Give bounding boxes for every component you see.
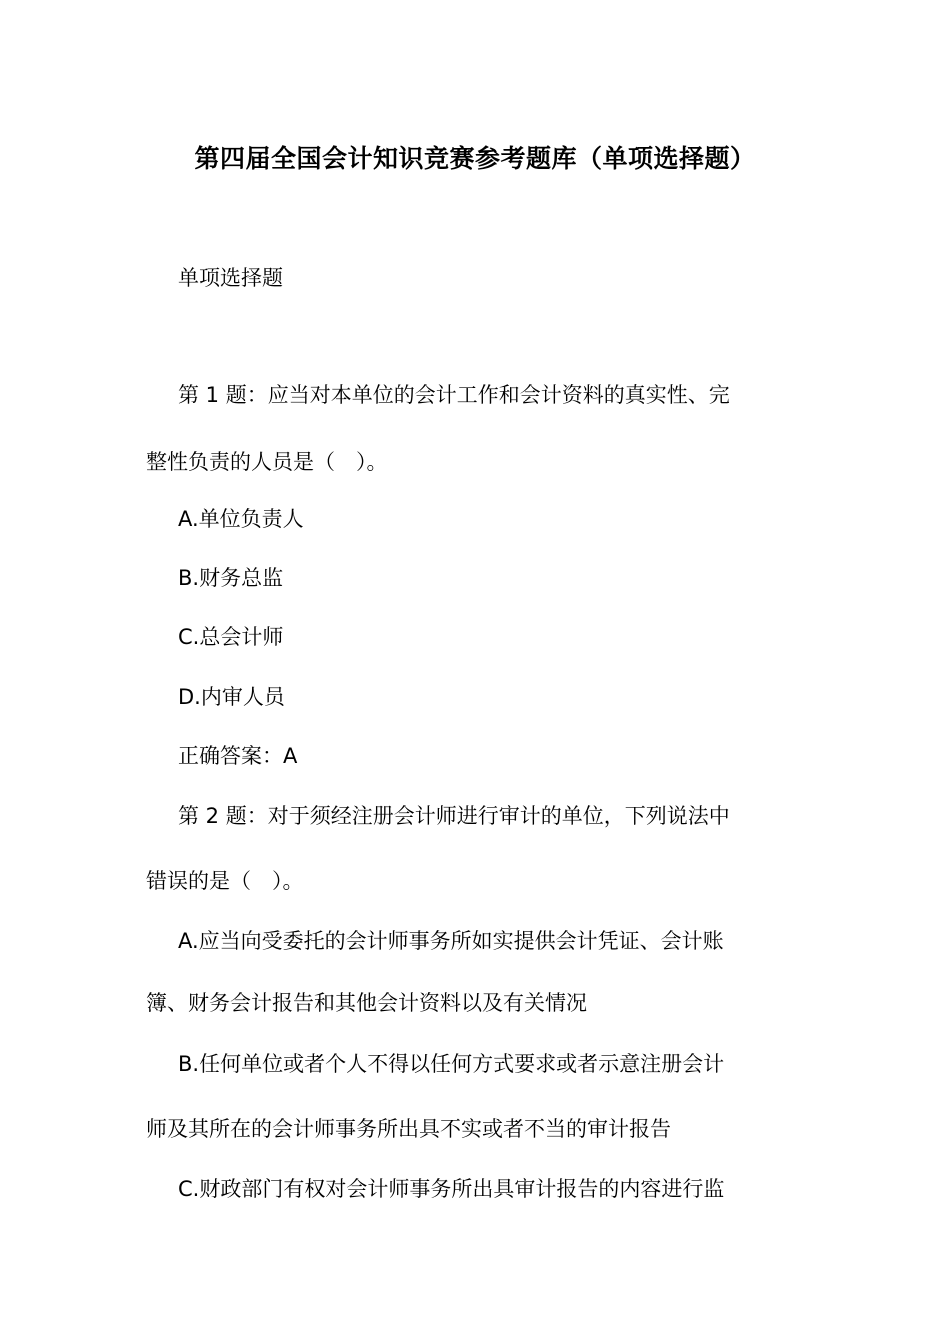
question-1-answer: 正确答案：A bbox=[178, 744, 298, 768]
question-1-option-a: A.单位负责人 bbox=[178, 507, 304, 531]
document-title: 第四届全国会计知识竞赛参考题库（单项选择题） bbox=[194, 144, 756, 173]
question-2-option-c-line-1: C.财政部门有权对会计师事务所出具审计报告的内容进行监 bbox=[178, 1177, 725, 1201]
question-2-option-a-line-2: 簿、财务会计报告和其他会计资料以及有关情况 bbox=[146, 991, 587, 1015]
question-2-option-b-line-2: 师及其所在的会计师事务所出具不实或者不当的审计报告 bbox=[146, 1117, 671, 1141]
question-2-option-b-line-1: B.任何单位或者个人不得以任何方式要求或者示意注册会计 bbox=[178, 1052, 725, 1076]
question-1-option-b: B.财务总监 bbox=[178, 566, 284, 590]
question-1-text-line-2: 整性负责的人员是（ ）。 bbox=[146, 450, 388, 474]
question-1-option-d: D.内审人员 bbox=[178, 685, 285, 709]
question-2-text-line-1: 第 2 题：对于须经注册会计师进行审计的单位，下列说法中 bbox=[178, 804, 730, 828]
question-1-option-c: C.总会计师 bbox=[178, 625, 284, 649]
question-1-text-line-1: 第 1 题：应当对本单位的会计工作和会计资料的真实性、完 bbox=[178, 383, 730, 407]
section-heading: 单项选择题 bbox=[178, 266, 283, 290]
question-2-text-line-2: 错误的是（ ）。 bbox=[146, 869, 304, 893]
question-2-option-a-line-1: A.应当向受委托的会计师事务所如实提供会计凭证、会计账 bbox=[178, 929, 724, 953]
